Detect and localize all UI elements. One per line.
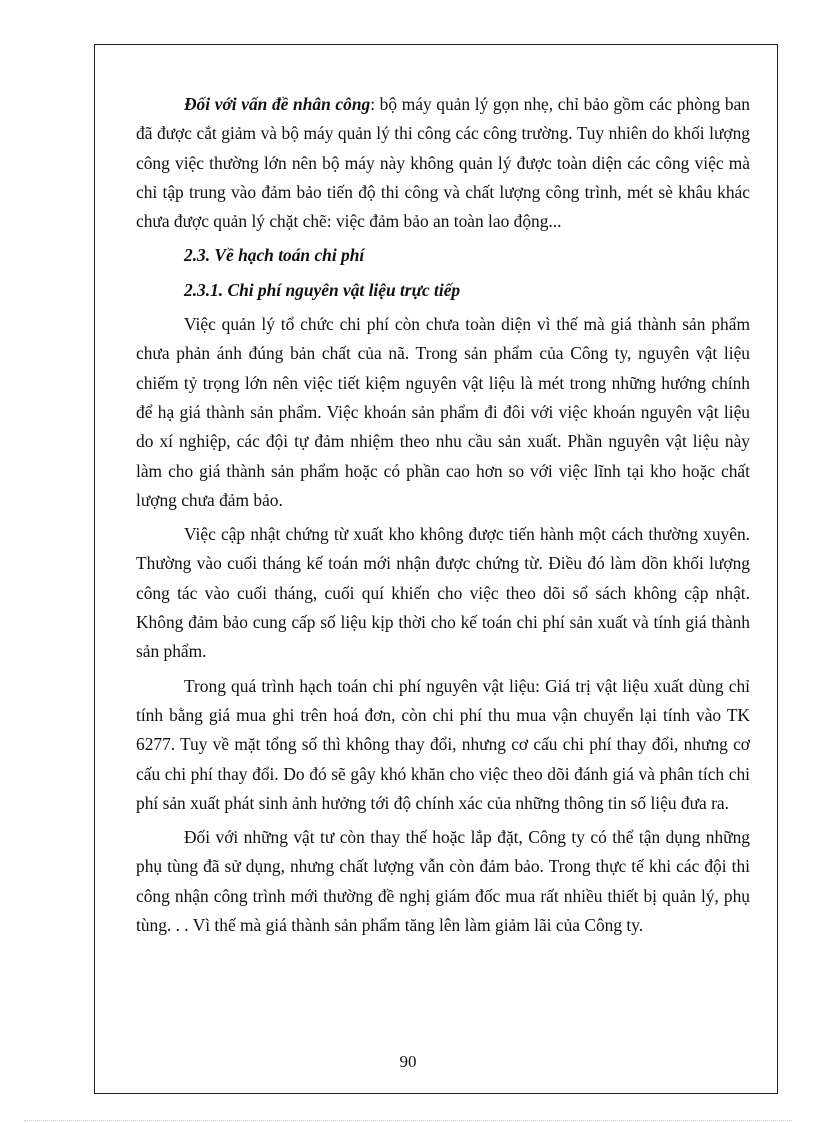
paragraph-text: : bộ máy quản lý gọn nhẹ, chỉ bảo gồm các phòng ban đã được cắt giảm và bộ máy quản lý thi công các công trường. Tuy nhiên do khối lượng công việc thường lớn nên bộ máy này không quản lý được toàn diện các công việc mà chỉ tập trung vào đảm bảo tiến độ thi công và chất lượng công trình, mét sè khâu khác chưa được quản lý chặt chẽ: việc đảm bảo an toàn lao động... (136, 94, 751, 232)
paragraph-labor (136, 90, 750, 236)
paragraph-material-accounting: Trong quá trình hạch toán chi phí nguyên vật liệu: Giá trị vật liệu xuất dùng chỉ tính bằng giá mua ghi trên hoá đơn, còn chi phí thu mua vận chuyển lại tính vào TK 6277. Tuy về mặt tổng số thì không thay đổi, nhưng cơ cấu chi phí thay đổi, nhưng cơ cấu chi phí thay đổi. Do đó sẽ gây khó khăn cho việc theo dõi đánh giá và phân tích chi phí sản xuất phát sinh ảnh hưởng tới độ chính xác của những thông tin số liệu đưa ra. (136, 675, 750, 813)
paragraph-cost-management: Việc quản lý tổ chức chi phí còn chưa toàn diện vì thế mà giá thành sản phẩm chưa phản ánh đúng bản chất của nã. Trong sản phẩm của Công ty, nguyên vật liệu chiếm tỷ trọng lớn nên việc tiết kiệm nguyên vật liệu là mét trong những hướng chính để hạ giá thành sản phẩm. Việc khoán sản phẩm đi đôi với việc khoán nguyên vật liệu do xí nghiệp, các đội tự đảm nhiệm theo nhu cầu sản xuất. Phần nguyên vật liệu này làm cho giá thành sản phẩm hoặc có phần cao hơn so với việc lĩnh tại kho hoặc chất lượng chưa đảm bảo. (136, 314, 750, 510)
footer-divider (24, 1120, 792, 1121)
section-heading: 2.3. Về hạch toán chi phí (184, 245, 365, 266)
paragraph-lead: Đối với vấn đề nhân công (184, 94, 371, 114)
document-body (136, 90, 750, 945)
paragraph-document-update: Việc cập nhật chứng từ xuất kho không được tiến hành một cách thường xuyên. Thường vào cuối tháng kế toán mới nhận được chứng từ. Điều đó làm dồn khối lượng công tác vào cuối tháng, cuối quí khiến cho việc theo dõi sổ sách không cập nhật. Không đảm bảo cung cấp số liệu kịp thời cho kế toán chi phí sản xuất và tính giá thành sản phẩm. (136, 524, 750, 662)
subsection-heading: 2.3.1. Chi phí nguyên vật liệu trực tiếp (184, 279, 461, 300)
paragraph-spare-parts: Đối với những vật tư còn thay thế hoặc lắp đặt, Công ty có thể tận dụng những phụ tùng đã sử dụng, nhưng chất lượng vẫn còn đảm bảo. Trong thực tế khi các đội thi công nhận công trình mới thường đề nghị giám đốc mua rất nhiều thiết bị quản lý, phụ tùng. . . Vì thế mà giá thành sản phẩm tăng lên làm giảm lãi của Công ty. (136, 827, 750, 936)
page-number: 90 (399, 1052, 417, 1071)
